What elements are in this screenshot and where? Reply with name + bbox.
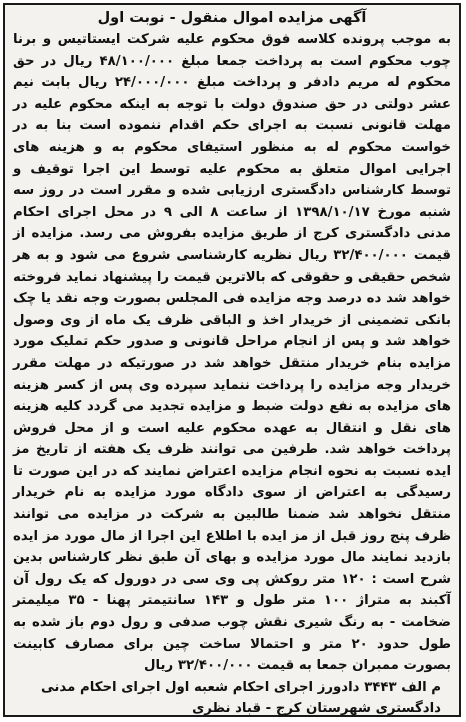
notice-body: به موجب پرونده کلاسه فوق محکوم علیه شرکت ایستاتیس و برنا چوب محکوم است به پرداخت جمعا مبلغ ۴۸/۱۰۰/۰۰۰ ریال در حق محکوم له مریم دادفر و پرداخت مبلغ ۲۴/۰۰۰/۰۰۰ ریال بابت نیم عشر دولتی در حق صندوق دولت با توجه به اینکه محکوم علیه در مهلت قانونی نسبت به اجرای حکم اقدام ننموده است بنا به در خواست محکوم له به منظور استیفای محکوم به و هزینه های اجرایی اموال متعلق به محکوم علیه توسط این اجرا توقیف و توسط کارشناس دادگستری ارزیابی شده و مقرر است در روز سه شنبه مورخ ۱۳۹۸/۱۰/۱۷ از ساعت ۸ الی ۹ در محل اجرای احکام مدنی دادگستری کرج از طریق مزایده بفروش می رسد. مزایده از قیمت ۳۲/۴۰۰/۰۰۰ ریال نظریه کارشناسی شروع می شود و به هر شخص حقیقی و حقوقی که بالاترین قیمت را پیشنهاد نماید فروخته خواهد شد ده درصد وجه مزایده فی المجلس بصورت وجه نقد یا چک بانکی تضمینی از خریدار اخذ و الباقی ظرف یک ماه از وی وصول خواهد شد و پس از انجام مراحل قانونی و صدور حکم تملیک مورد مزایده بنام خریدار منتقل خواهد شد در صورتیکه در مهلت مقرر خریدار وجه مزایده را پرداخت ننماید سپرده وی پس از کسر هزینه های مزایده به نفع دولت ضبط و مزایده تجدید می گردد کلیه هزینه های نقل و انتقال به عهده محکوم علیه است و از محل فروش پرداخت خواهد شد. طرفین می توانند ظرف یک هفته از تاریخ مز ایده نسبت به نحوه انجام مزایده اعتراض نمایند که در این صورت تا رسیدگی به اعتراض از سوی دادگاه مورد مزایده به نام خریدار منتقل نخواهد شد ضمنا طالبین به شرکت در مزایده می توانند ظرف پنج روز قبل از مز ایده با اطلاع این اجرا از مال مورد مز ایده بازدید نمایند مال مورد مزایده و بهای آن طبق نظر کارشناس بدین شرح است : ۱۲۰ متر روکش پی وی سی در دورول که یک رول آن آکبند به متراژ ۱۰۰ متر طول و ۱۴۳ سانتیمتر پهنا - ۳۵ میلیمتر ضخامت - به رنگ شیری نقش چوب صدفی و رول دوم باز شده به طول حدود ۲۰ متر و احتمالا ساخت چین برای مصارف کابینت بصورت ممبران جمعا به قیمت ۳۲/۴۰۰/۰۰۰ ریال xyxy=(13,32,452,674)
notice-title: آگهی مزایده اموال منقول - نوبت اول xyxy=(97,10,367,26)
footer-line-2: دادگستری شهرستان کرج - قباد نظری xyxy=(192,700,441,716)
notice-footer xyxy=(13,677,451,719)
auction-notice xyxy=(3,3,461,717)
footer-line-1: م الف ۳۴۴۳ دادورز اجرای احکام شعبه اول اجرای احکام مدنی xyxy=(40,679,441,695)
